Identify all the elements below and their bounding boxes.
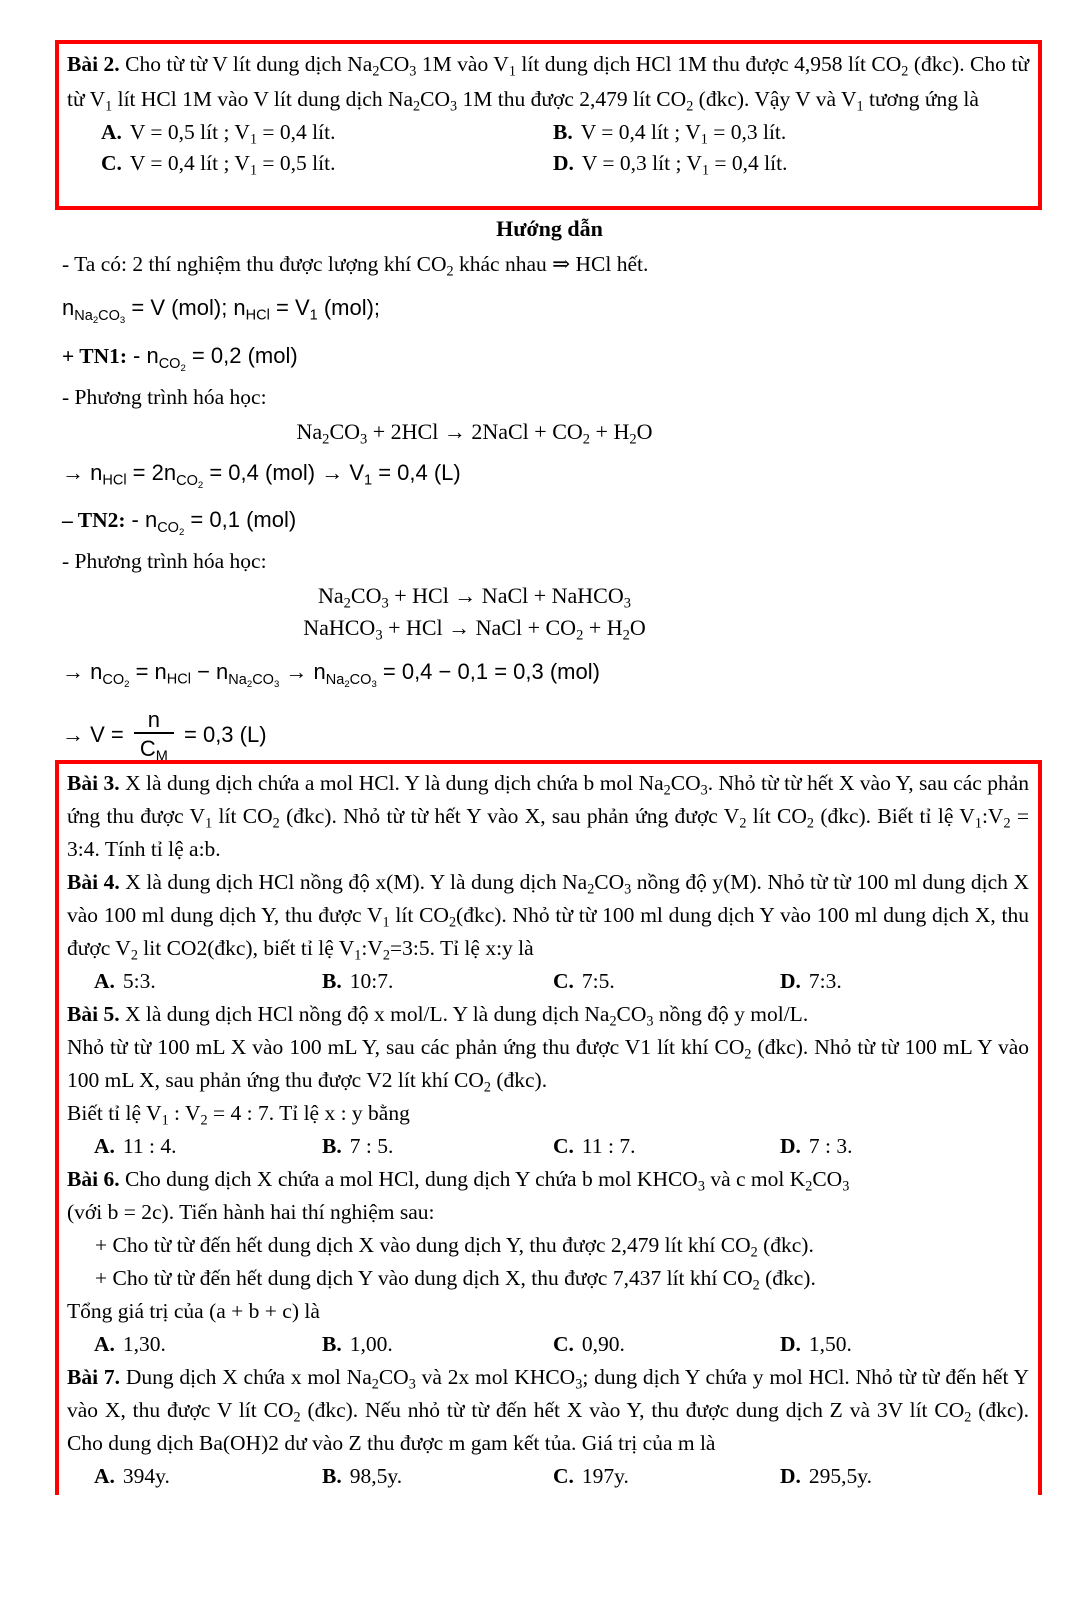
answer-option-b: B. 98,5y. (322, 1464, 403, 1488)
problem-3-paragraph (67, 767, 1029, 866)
answer-option-c: C. V = 0,4 lít ; $V_1 = 0,5$ lít. (101, 151, 336, 179)
problem-5-text-2: Nhỏ từ từ 100 mL X vào 100 mL Y, sau các phản ứng thu được V1 lít khí $CO_2$ (đkc). Nhỏ từ từ 100 mL Y vào 100 mL X, sau phản ứng thu được V2 lít khí $CO_2$ (đkc). (67, 1035, 1029, 1096)
problem-4-label: Bài 4. (67, 870, 120, 894)
experiment-2-label: – TN2: (62, 508, 126, 532)
problem-2-paragraph (67, 47, 1029, 117)
problem-5-text-1: X là dung dịch HCl nồng độ x mol/L. Y là dung dịch $Na_2CO_3$ nồng độ y mol/L. (124, 1002, 809, 1030)
problem-7-paragraph (67, 1361, 1029, 1460)
problem-2-options-row-1 (67, 117, 1029, 148)
problem-6-paragraph (67, 1163, 1029, 1196)
problem-7-text: Dung dịch X chứa x mol $Na_2CO_3$ và 2x mol $KHCO_3$; dung dịch Y chứa y mol HCl. Nhỏ từ từ đến hết Y vào X, thu được V lít $CO_2$ (đkc). Nếu nhỏ từ từ đến hết X vào Y, thu được dung dịch Z và 3V lít $CO_2$ (đkc). Cho dung dịch Ba(OH)2 dư vào Z thu được m gam kết tủa. Giá trị của m là (67, 1365, 1029, 1455)
answer-option-d: D. 295,5y. (780, 1464, 873, 1488)
chemical-equation-3: NaHCO$_3$ + HCl → NaCl + $CO_2 + H_2O$ (303, 615, 646, 644)
answer-option-b: B. 10:7. (322, 969, 394, 993)
problem-7-label: Bài 7. (67, 1365, 120, 1389)
mole-formula: $n_{Na_2CO_3} = V$ (mol); $n_{HCl} = V_1$ (mol); (62, 295, 381, 326)
answer-option-b: B. 7 : 5. (322, 1134, 394, 1158)
fraction (134, 707, 174, 764)
problem-5-text-3: Biết tỉ lệ $V_1$ : $V_2 = 4$ : 7. Tỉ lệ x : y bằng (67, 1101, 410, 1129)
fraction-denominator: $C_M$ (134, 732, 174, 764)
answer-option-b: B. V = 0,4 lít ; $V_1 = 0,3$ lít. (553, 120, 787, 148)
problem-6-text-1: Cho dung dịch X chứa a mol HCl, dung dịch Y chứa b mol $KHCO_3$ và c mol $K_2CO_3$ (124, 1167, 850, 1195)
answer-option-c: C. 197y. (553, 1464, 629, 1488)
problem-5-paragraph (67, 998, 1029, 1031)
answer-option-c: C. 11 : 7. (553, 1134, 636, 1158)
problem-6-experiment-2: + Cho từ từ đến hết dung dịch Y vào dung dịch X, thu được 7,437 lít khí $CO_2$ (đkc). (95, 1266, 816, 1294)
answer-option-d: D. 7:3. (780, 969, 842, 993)
answer-option-a: A. 5:3. (94, 969, 156, 993)
experiment-1-formula: - $n_{CO_2} = 0,2$ (mol) (133, 343, 298, 374)
experiment-1-line (62, 333, 1037, 379)
problem-2-options-row-2 (67, 148, 1029, 179)
answer-option-a: A. 394y. (94, 1464, 170, 1488)
experiment-1-label: + TN1: (62, 344, 128, 368)
problem-2-box (55, 40, 1042, 210)
answer-option-c: C. 0,90. (553, 1332, 625, 1356)
chemical-equation-2: $Na_2CO_3$ + HCl → NaCl + NaHCO$_3$ (317, 583, 632, 612)
problem-4-paragraph (67, 866, 1029, 965)
answer-option-a: A. V = 0,5 lít ; $V_1 = 0,4$ lít. (101, 120, 336, 148)
problem-5-options (67, 1130, 1029, 1163)
hcl-mole-formula: → $n_{HCl} = 2n_{CO_2} = 0,4$ $(mol) \to V_1 = 0,4$ (L) (62, 460, 461, 491)
fraction-suffix: = 0,3 (L) (184, 722, 267, 747)
problems-3-7-box (55, 760, 1042, 1495)
equation-heading-2: - Phương trình hóa học: (62, 549, 267, 573)
problem-6-options (67, 1328, 1029, 1361)
problem-3-label: Bài 3. (67, 771, 120, 795)
experiment-2-formula: - $n_{CO_2} = 0,1$ (mol) (131, 507, 297, 538)
equation-heading-1: - Phương trình hóa học: (62, 385, 267, 409)
answer-option-c: C. 7:5. (553, 969, 615, 993)
answer-option-a: A. 11 : 4. (94, 1134, 177, 1158)
solution-section (62, 212, 1037, 771)
fraction-numerator: n (147, 706, 160, 732)
answer-option-b: B. 1,00. (322, 1332, 393, 1356)
problem-4-text: X là dung dịch HCl nồng độ x(M). Y là dung dịch $Na_2CO_3$ nồng độ y(M). Nhỏ từ từ 100 ml dung dịch X vào 100 ml dung dịch Y, thu được $V_1$ lít $CO_2(đkc)$. Nhỏ từ từ 100 ml dung dịch Y vào 100 ml dung dịch X, thu được $V_2$ lit CO2(đkc), biết tỉ lệ $V_1:V_2=3:5$. Tỉ lệ x:y là (67, 870, 1029, 964)
problem-6-question: Tổng giá trị của (a + b + c) là (67, 1299, 320, 1323)
answer-option-d: D. 1,50. (780, 1332, 852, 1356)
chemical-equation-1: $Na_2CO_3 + 2HCl$ → 2NaCl + $CO_2 + H_2O$ (296, 419, 653, 448)
problem-6-label: Bài 6. (67, 1167, 120, 1191)
problem-4-options (67, 965, 1029, 998)
problem-5-label: Bài 5. (67, 1002, 120, 1026)
problem-2-text: Cho từ từ V lít dung dịch $Na_2CO_3$ 1M vào $V_1$ lít dung dịch HCl 1M thu được 4,958 lít $CO_2$ (đkc). Cho từ từ $V_1$ lít HCl 1M vào V lít dung dịch $Na_2CO_3$ 1M thu được 2,479 lít $CO_2$ (đkc). Vậy V và $V_1$ tương ứng là (67, 52, 1029, 115)
fraction-prefix: → V = (62, 722, 124, 747)
co2-mole-formula: → $n_{CO_2} = n_{HCl} - n_{Na_2CO_3} \to n_{Na_2CO_3} = 0,4 - 0,1 = 0,3$ (mol) (62, 659, 600, 690)
answer-option-d: D. V = 0,3 lít ; $V_1 = 0,4$ lít. (553, 151, 788, 179)
problem-7-options (67, 1460, 1029, 1493)
answer-option-d: D. 7 : 3. (780, 1134, 853, 1158)
problem-2-label: Bài 2. (67, 52, 120, 76)
solution-title: Hướng dẫn (496, 216, 603, 241)
problem-6-text-2: (với b = 2c). Tiến hành hai thí nghiệm sau: (67, 1200, 435, 1224)
problem-6-experiment-1: + Cho từ từ đến hết dung dịch X vào dung dịch Y, thu được 2,479 lít khí $CO_2$ (đkc). (95, 1233, 814, 1261)
answer-option-a: A. 1,30. (94, 1332, 166, 1356)
experiment-2-line (62, 497, 1037, 543)
problem-3-text: X là dung dịch chứa a mol HCl. Y là dung dịch chứa b mol $Na_2CO_3$. Nhỏ từ từ hết X vào Y, sau các phản ứng thu được $V_1$ lít $CO_2$ (đkc). Nhỏ từ từ hết Y vào X, sau phản ứng được $V_2$ lít $CO_2$ (đkc). Biết tỉ lệ $V_1:V_2$ = 3:4. Tính tỉ lệ a:b. (67, 771, 1030, 861)
solution-intro: - Ta có: 2 thí nghiệm thu được lượng khí $CO_2$ khác nhau ⇒ HCl hết. (62, 252, 649, 280)
